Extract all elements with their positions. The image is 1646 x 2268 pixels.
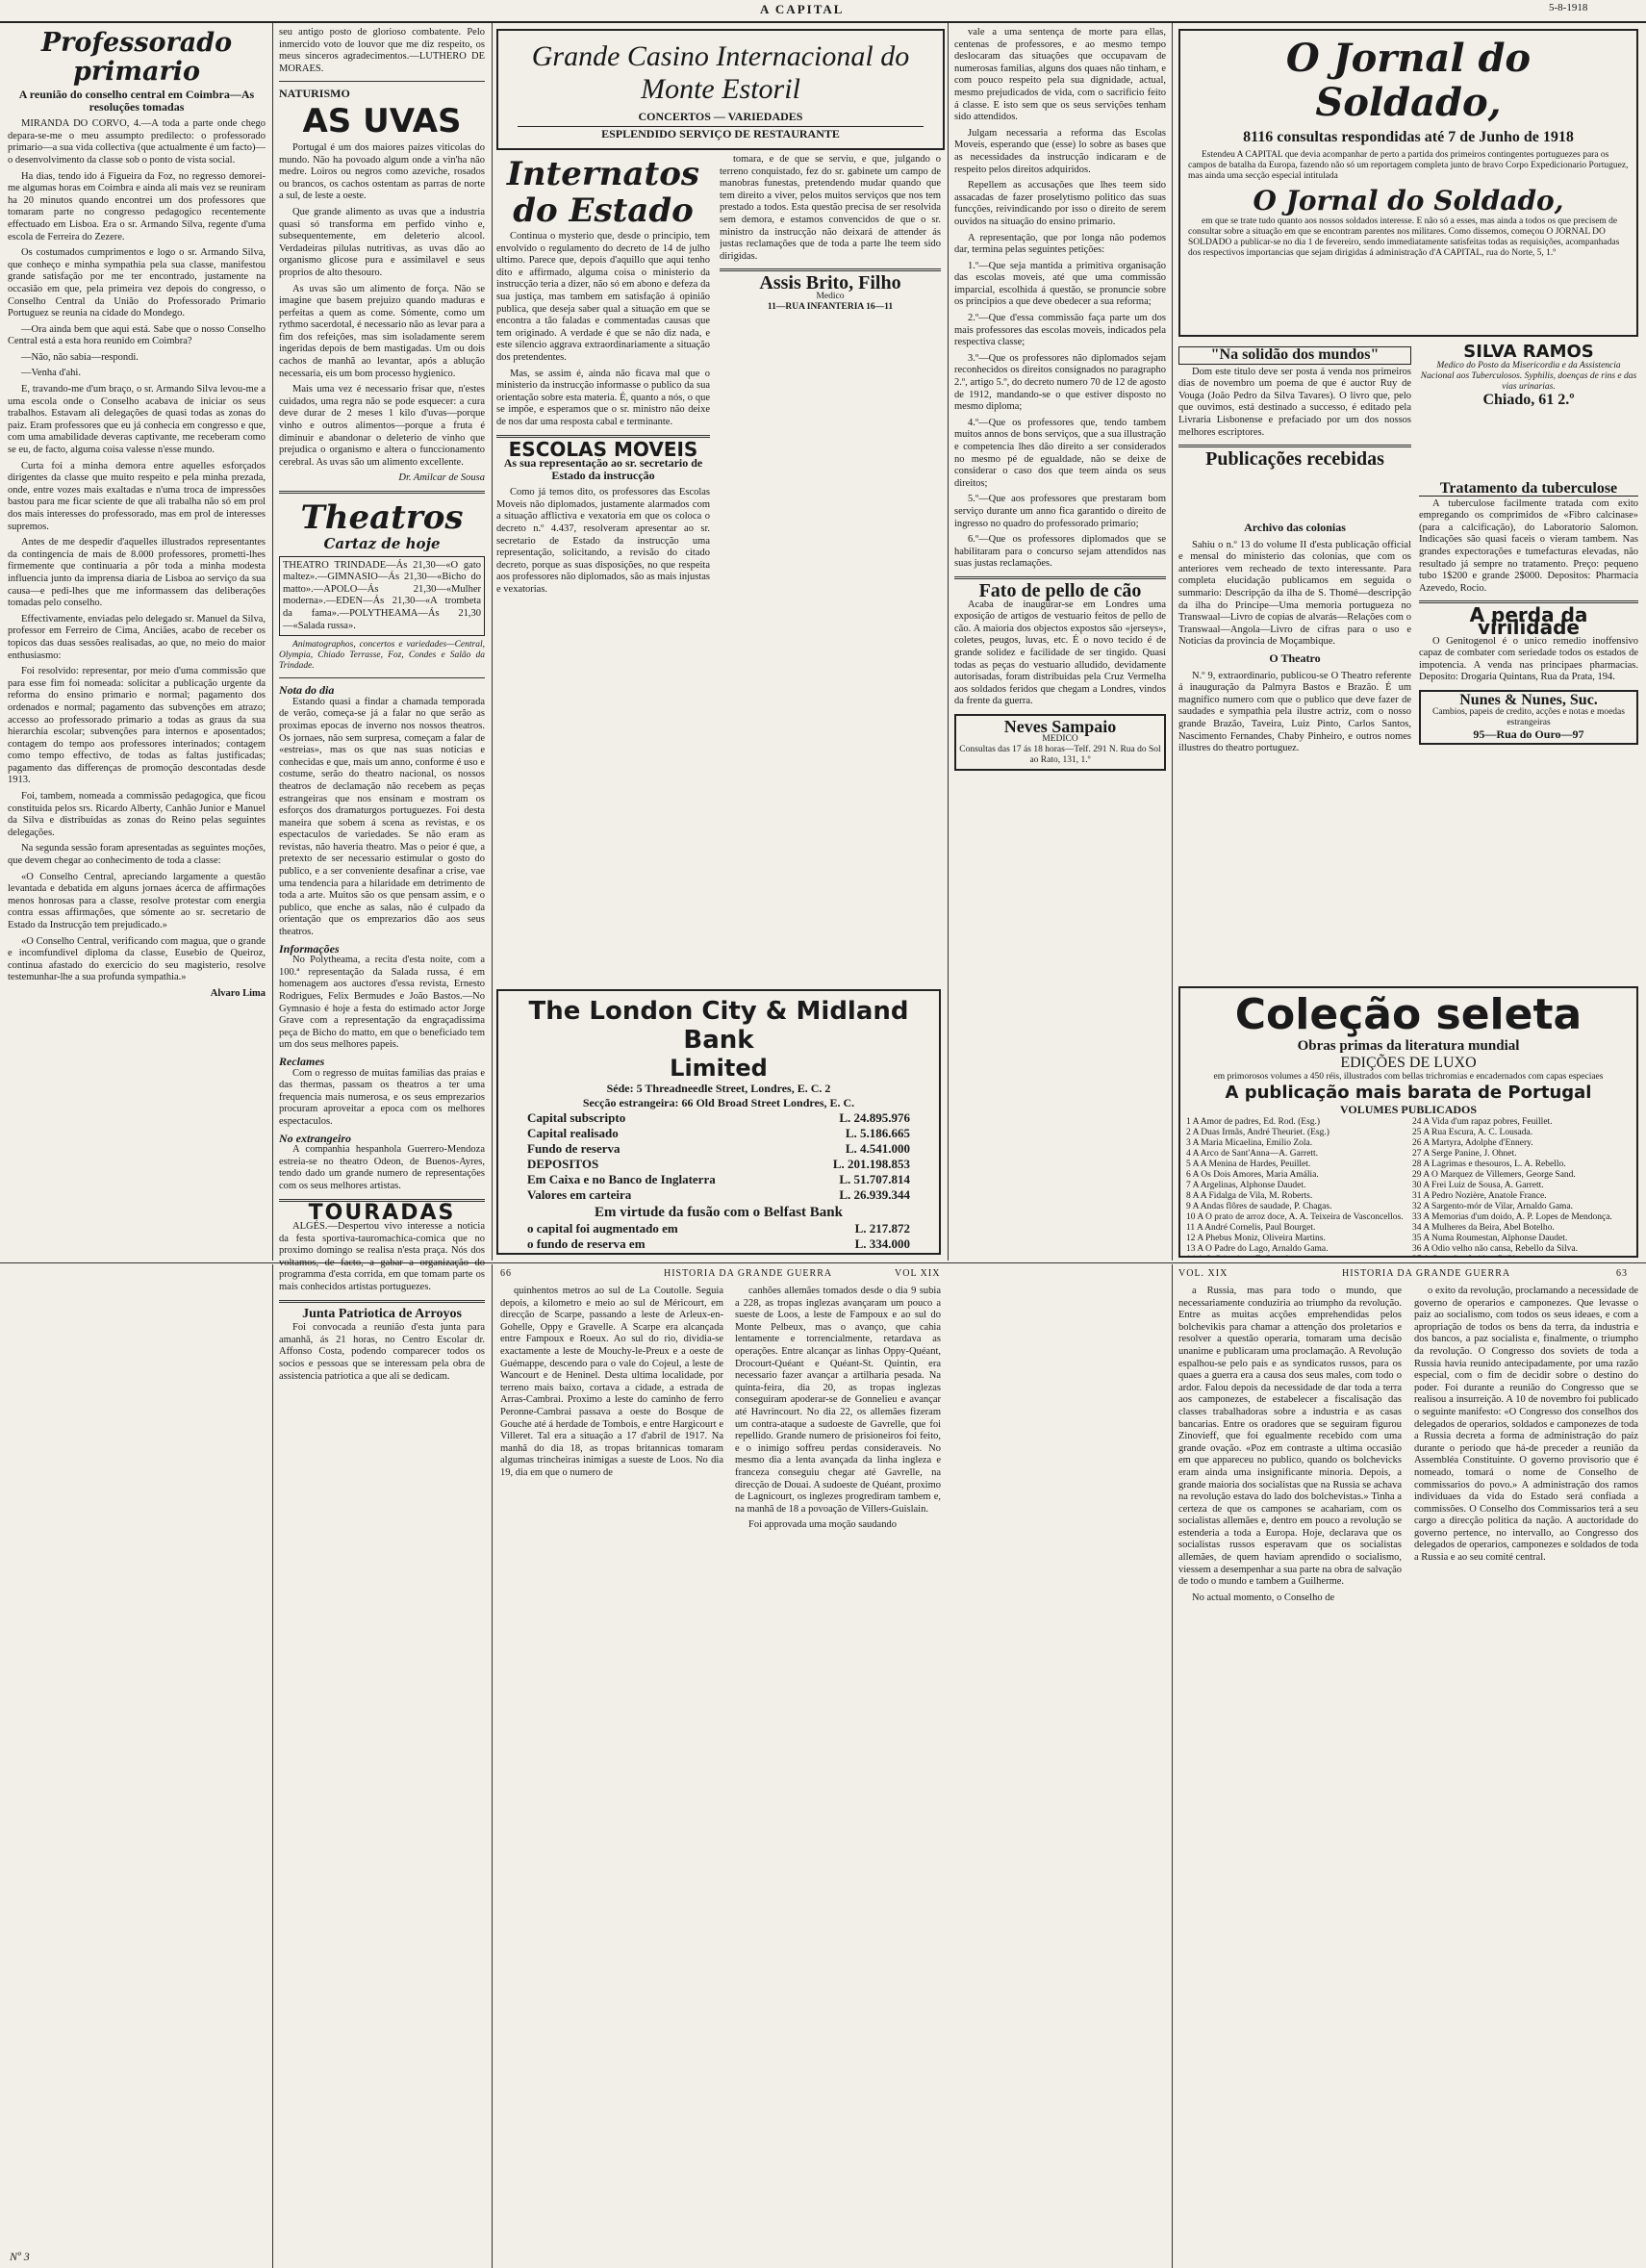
paragraph: «O Conselho Central, apreciando largamente a questão levantada e debatida em alguns jornaes ácerca de affirmações menos honrosas para a classe, resolve protestar com energia contra essas affirmações, que sómente ao sr. secretario de Estado da Instrucção tem prejudicado.» — [8, 871, 266, 930]
masthead-date: 5-8-1918 — [1549, 2, 1588, 13]
bank-row-label: DEPOSITOS — [527, 1157, 599, 1171]
paragraph: 1.º—Que seja mantida a primitiva organisação das escolas moveis, até que uma commissão imparcial, escolhida á questão, se pronuncie sobre os principios a que deve obedecer a sua reforma; — [954, 260, 1166, 308]
bank-fusao: Em virtude da fusão com o Belfast Bank — [595, 1205, 843, 1220]
colecao-item: 26 A Martyra, Adolphe d'Ennery. — [1412, 1138, 1533, 1148]
paragraph: A representação, que por longa não podemos dar, termina pelas seguintes petições: — [954, 232, 1166, 256]
paragraph: em que se trate tudo quanto aos nossos soldados interesse. E não só a esses, mas ainda a todos os que precisem de consultar sobre a situação em que se encontram parentes nos militares. Como dissemos, começou O JORNAL DO SOLDADO a publicar-se no dia 1 de fevereiro, sendo immediatamente satisfeitas todas as requisições, acompanhadas dos respectivos importancias que sejam dirigidas á administração d'A CAPITAL, rua do Norte, 5, 1.º — [1188, 217, 1620, 258]
paragraph: Que grande alimento as uvas que a industria quasi só transforma em perfido vinho e, subsequentemente, em deleterio alcool. Verdadeiras pilulas nutritivas, as uvas dão ao organismo glicose pura e assimilavel e seus proprios de alto thesouro. — [279, 206, 485, 278]
paragraph: a Russia, mas para todo o mundo, que necessariamente conduziria ao triumpho da revolução. Entre as muitas acções emprehendidas pelos bolchevikis para chamar a attenção dos proletarios e resolver a questão operaria, tomaram uma decisão unanime e publicaram uma proclamação. A Revolução espalhou-se pelo pais e as syndicatos russos, para os quaes a guerra era a causa dos seus males, com todo o ardor. Falou depois da necessidade de dar toda a terra aos camponezes, de estabelecer a fiscalisação das classes trabalhadoras sobre a industria e as casas bancarias. Entre os oradores que se seguiram figurou Zinovieff, que foi egualmente recebido com uma grande ovação. «Poz em contraste a ultima occasião em que appareceu no publico, quando os bolchevicks eram ainda uma insignificante minoria. Depois, a grande maioria dos socialistas que na Russia se achava na revolução estava do lado dos bolchevistas.» Tinha a certeza de que os campones se acahariam, com os socialistas allemães e, dentro em pouco a revolução se estenderia a toda a Europa. Hoje, declarava que os socialistas russos esperavam que os socialistas allemães, de quem haviam aprendido o socialismo, viessem a desempenhar a sua parte na obra de salvação de todo o mundo e tambem a Guilherme. — [1178, 1286, 1402, 1588]
bank-name: The London City & Midland Bank — [528, 997, 909, 1055]
paragraph: Acaba de inaugurar-se em Londres uma exposição de artigos de vestuario feitos de pello de cão. A maioria dos objectos expostos são «jerseys», coletes, peugos, luvas, etc. É o novo tecido é de grande solidez e facilidade de ser tingido. Quasi todas as peças do vestuario alludido, devidamente autorisadas, foram distribuidas pela Cruz Vermelha aos soldados feridos que chegam a Londres, vindos da frente da guerra. — [954, 599, 1166, 707]
paragraph: Curta foi a minha demora entre aquelles esforçados dirigentes da classe que muito respeito e pela minha prezada, onde, entre vozes mais exaltadas e n'uma troca de impressões bastou para me ficar sciente de que ali trabalha não só em prol dos mais interesses do professorado, mas em prol de interesses supremos. — [8, 460, 266, 532]
colecao-item: 28 A Lagrimas e thesouros, L. A. Rebello. — [1412, 1159, 1566, 1169]
volume-left: VOL XIX — [895, 1268, 941, 1279]
colecao-edicoes: EDIÇÕES DE LUXO — [1340, 1055, 1477, 1071]
casino-sub2: ESPLENDIDO SERVIÇO DE RESTAURANTE — [518, 126, 924, 141]
paragraph: Foi resolvido: representar, por meio d'uma commissão que para esse fim foi nomeada: solicitar a publicação urgente da reforma do ensino primario e normal; pagamento dos ordenados e normal; pagamento das subvenções em atrazo; accesso ao professorado primario a todas as graus da sua hierarchia escolar; subvenções para internos e aposentados; contagem do tempo aos professores interinados; contagem como tempo effectivo, de todas as faltas justificadas; pagamento das differenças de promoção descontadas desde 1913. — [8, 666, 266, 786]
jornal-line: 8116 consultas respondidas até 7 de Junho de 1918 — [1243, 129, 1574, 145]
jornal-title: O Jornal do Soldado, — [1285, 36, 1532, 125]
paragraph: vale a uma sentença de morte para ellas, centenas de professores, e ao mesmo tempo deslocaram das situações que occupavam de numerosas familias, alguns dos quaes não tinham, e com pouco respeito pela sua dignidade, actual, mesmo prejudicados de vida, com o sacrificio feito á classe. E isto sem que os seus servições tenham sido attendidos. — [954, 27, 1166, 123]
running-head-left: HISTORIA DA GRANDE GUERRA — [664, 1268, 833, 1279]
history-left-col-a — [500, 1286, 723, 2259]
paragraph: Sahiu o n.º 13 do volume II d'esta publicação official e mensal do ministerio das colonias, que com os anteriores vem recheado de texto interessante. Para completa elucidação publicamos em seguida o summario: Descripção da ilha de S. Thomé—descripção da ilha do Principe—Uma memoria portugueza no Transwaal—Livro de copias de alvarás—Relações com o Transwaal—Angola—Livro de cifras para o uso e Noticias da provincia de Moçambique. — [1178, 539, 1411, 648]
paragraph: Ha dias, tendo ido á Figueira da Foz, no regresso demorei-me algumas horas em Coimbra e ainda ali mais vez se reuniram ha 20 minutos quando encontrei um dos professores que tomaram parte no congresso pedagogico recentemente effectuado em Lisboa. Era o sr. Armando Silva, regente d'uma escola de Ferreira do Zezere. — [8, 170, 266, 242]
colecao-item: 2 A Duas Irmãs, André Theuriet. (Esg.) — [1186, 1128, 1329, 1137]
column-internatos-cont — [720, 154, 941, 981]
bank-fusao-figures — [498, 1221, 939, 1252]
paragraph: —Venha d'ahi. — [21, 368, 81, 379]
neves-name: Neves Sampaio — [1003, 716, 1117, 736]
tratamento-title: Tratamento da tuberculose — [1419, 483, 1638, 497]
colecao-item: 8 A A Fidalga de Vila, M. Roberts. — [1186, 1191, 1313, 1201]
history-left-col-b — [735, 1286, 941, 2259]
escolas-title: ESCOLAS MOVEIS — [508, 437, 698, 461]
paragraph: —Não, não sabia—respondi. — [21, 351, 139, 363]
colecao-item: 30 A Frei Luiz de Sousa, A. Garrett. — [1412, 1181, 1544, 1190]
colecao-item: 34 A Mulheres da Beira, Abel Botelho. — [1412, 1223, 1555, 1233]
paragraph: 2.º—Que d'essa commissão faça parte um dos mais professores das escolas moveis, indicados pela respectiva classe; — [954, 313, 1166, 348]
colecao-sub: Obras primas da literatura mundial — [1297, 1038, 1520, 1054]
bank-row-label: Em Caixa e no Banco de Inglaterra — [527, 1172, 716, 1186]
paragraph: MIRANDA DO CORVO, 4.—A toda a parte onde chego depara-se-me o meu assumpto predilecto: o professorado primario—a sua vida collectiva (que actualmente é um facto)—o desenvolvimento da classe sob o ponto de vista social. — [8, 118, 266, 166]
paragraph: Com o regresso de muitas familias das praias e das thermas, passam os theatros a ter uma frequencia mais numerosa, e os seus emprezarios procuram aproveitar a epoca com os melhores espectaculos. — [279, 1067, 485, 1127]
assis-name: Assis Brito, Filho — [759, 272, 901, 294]
bank-row-label: Capital realisado — [527, 1126, 619, 1140]
article-title: Professorado primario — [40, 28, 233, 87]
paragraph: Continua o mysterio que, desde o principio, tem envolvido o regulamento do decreto de 14 de julho ultimo. Parece que, depois d'aquillo que aqui tenho dito e affirmado, alguma coisa o ministerio da instrucção teria a dizer, não só em abono e defeza da sua justiça, mas tambem em satisfação á opinião publica, que deseja saber qual a situação em que se encontra a tão faladas e commentadas causas que tem originado. A verdade é que se não diz nada, e este silencio aggrava extraordinariamente a situação dos pretendentes. — [496, 231, 710, 363]
paragraph: Julgam necessaria a reforma das Escolas Moveis, esperando que (esse) lo sobre as bases que as necessidades da instrucção indicaram e de respeito pelos direitos adquiridos. — [954, 127, 1166, 175]
colecao-item: 27 A Serge Panine, J. Ohnet. — [1412, 1149, 1517, 1159]
nunes-text: Cambios, papeis de credito, acções e notas e moedas estrangeiras — [1432, 706, 1625, 727]
paragraph: N.º 9, extraordinario, publicou-se O Theatro referente á inauguração da Palmyra Bastos e Brazão. É um magnifico numero com que o publico que deve fazer de saudades e sympathia pela ilustre actriz, com o nosso grande Brazão, Taveira, Luiz Pinto, Carlos Santos, Nascimento Fernandes, Chaby Pinheiro, e outros nomes illustres do theatro portuguez. — [1178, 670, 1411, 754]
silva-title: SILVA RAMOS — [1463, 344, 1594, 362]
column-rule — [492, 1264, 493, 2268]
paragraph: o exito da revolução, proclamando a necessidade de governo de operarios e camponezes. Que levasse o paiz ao socialismo, com todos os seus ideaes, e com a apropriação de todos os bens da terra, da industria e dos bancos, a paz socialista e, finalmente, o triumpho da revolução. O Congresso dos soviets de toda a Russia havia reunido antecipadamente, por uma razão especial, com o fim de decidir sobre o destino do poder. Foi durante a reunião do Congresso que se realisou a insurreição. A 10 de novembro foi publicado o seguinte manifesto: «O Congresso dos conselhos dos delegados de operarios, soldados e camponezes de toda a Russia decreta a forma de administração do paiz durante o periodo que há-de preceder a reunião da Assembléa Constituinte. O governo provisorio que é nomeado, tomará o nome de Conselho de commissarios do povo.» A administração dos ramos individuaes da vida do Estado será confiada a commissões. O Conselho dos Commissarios terá a seu cargo a direcção politica da nação. A auctoridade do governo pertence, no intervallo, ao Congresso dos delegados de operarios, camponezes e soldados de toda a Russia e ao seu comité central. — [1414, 1286, 1638, 1564]
bank-row-label: Fundo de reserva — [527, 1141, 620, 1156]
bank-row — [498, 1126, 939, 1141]
running-head-right: HISTORIA DA GRANDE GUERRA — [1342, 1268, 1511, 1279]
silva-text: Medico do Posto da Misericordia e da Assistencia Nacional aos Tuberculosos. Syphilis, doenças de rins e das vias urinarias. — [1420, 360, 1637, 392]
jornal-title-2: O Jornal do Soldado, — [1253, 185, 1564, 217]
history-right-col-a — [1178, 1286, 1402, 2259]
paragraph: 5.º—Que aos professores que prestaram bom serviço durante um anno fica garantido o direito de ingresso no quadro do professorado primario; — [954, 494, 1166, 529]
nunes-address: 95—Rua do Ouro—97 — [1473, 726, 1584, 741]
paragraph: Na segunda sessão foram apresentadas as seguintes moções, que devem chegar ao conhecimento de toda a classe: — [8, 843, 266, 867]
theatres-listing: THEATRO TRINDADE—Ás 21,30—«O gato maltez».—GIMNASIO—Ás 21,30—«Bicho do matto».—APOLO—Ás 21,30—«Mulher moderna».—EDEN—Ás 21,30—«A trombeta da fama».—POLYTHEAMA—Ás 21,30—«Salada russa». — [279, 556, 485, 637]
paragraph: Mais uma vez é necessario frisar que, n'estes cuidados, uma regra não se pode esquecer: a cura deve durar de 2 meses 1 kilo d'uvas—porque vinho e outros alimentos—porque a fruta é diminuir e abandonar o deleterio de vinho que prejudica o organismo e altera o funccionamento cerebral. As uvas são um alimento excellente. — [279, 384, 485, 468]
paragraph: Foi approvada uma moção saudando — [748, 1519, 897, 1531]
masthead-title: A CAPITAL — [760, 2, 845, 16]
colecao-pub: A publicação mais barata de Portugal — [1225, 1083, 1592, 1103]
junta-title: Junta Patriotica de Arroyos — [302, 1306, 462, 1321]
paragraph: E, travando-me d'um braço, o sr. Armando Silva levou-me a uma escola onde o Conselho acabava de iniciar os seus trabalhos. Estavam ali delegações de quasi todas as zonas do paiz. Eram professores que eu já conhecia em congresso e que, com uma amabilidade deveras captivante, me receberam como se eu, de facto, alguma coisa valesse n'esse mundo. — [8, 384, 266, 456]
paragraph: Dom este titulo deve ser posta á venda nos primeiros dias de novembro um poema de que é auctor Ruy de Vouga (João Pedro da Silva Tavares). O livro que, pelo que ouvimos, está destinado a successo, é editado pela Livraria Lisbonense e prefaciado por um dos nossos melhores escriptores. — [1178, 366, 1411, 438]
assis-address: 11—RUA INFANTERIA 16—11 — [767, 301, 894, 312]
bank-secao: Secção estrangeira: 66 Old Broad Street Londres, E. C. — [582, 1096, 855, 1109]
bank-row-value: L. 24.895.976 — [839, 1110, 910, 1125]
bank-row — [498, 1236, 939, 1252]
colecao-item: 33 A Memorias d'um doido, A. P. Lopes de Mendonça. — [1412, 1212, 1612, 1222]
assis-role: Medico — [816, 291, 845, 301]
theatres-subtitle: Cartaz de hoje — [323, 535, 441, 552]
colecao-item: 35 A Numa Roumestan, Alphonse Daudet. — [1412, 1234, 1568, 1243]
paragraph: «O Conselho Central, verificando com magua, que o grande e incomfundivel diploma da classe, Eusebio de Queiroz, continua afastado do exercicio do seu magisterio, resolve testemunhar-lhe a sua profunda sympathia.» — [8, 935, 266, 983]
column-naturismo — [279, 27, 485, 2259]
bank-row — [498, 1221, 939, 1236]
column-rule — [948, 23, 949, 1261]
column-rule — [492, 23, 493, 1261]
history-right-col-b — [1414, 1286, 1638, 2259]
bank-row-value: L. 4.541.000 — [845, 1141, 910, 1156]
colecao-item: 13 A O Padre do Lago, Arnaldo Gama. — [1186, 1244, 1329, 1254]
masthead — [0, 0, 1646, 23]
colecao-item: 9 A Andas flôres de saudade, P. Chagas. — [1186, 1202, 1332, 1211]
paragraph: Os costumados cumprimentos e logo o sr. Armando Silva, que conheço e minha sympathia pela sua classe, manifestou grande satisfação por me ter encontrado, justamente na occasião em que, pela primeira vez depois do congresso, o Conselho Central da União do Professorado Primario Portuguez se reunia na cidade do Mondego. — [8, 247, 266, 319]
colecao-seleta-ad — [1178, 986, 1638, 1258]
colecao-item — [1412, 1255, 1631, 1258]
colecao-item: 11 A André Cornelis, Paul Bourget. — [1186, 1223, 1316, 1233]
bottom-mark: Nº 3 — [10, 2250, 30, 2263]
colecao-item: 12 A Phebus Moniz, Oliveira Martins. — [1186, 1234, 1326, 1243]
bank-row-value: L. 201.198.853 — [832, 1157, 910, 1171]
silva-address: Chiado, 61 2.º — [1482, 391, 1575, 408]
paragraph: —Ora ainda bem que aqui está. Sabe que o nosso Conselho Central está a esta hora reunido em Coimbra? — [8, 323, 266, 347]
article-title: AS UVAS — [302, 101, 462, 140]
colecao-desc: em primorosos volumes a 450 réis, illustrados com bellas trichromias e encadernados com capas especiaes — [1213, 1072, 1604, 1082]
signature: Alvaro Lima — [210, 987, 266, 999]
signature: Dr. Amilcar de Sousa — [398, 472, 485, 484]
colecao-item: 36 A Odio velho não cansa, Rebello da Silva. — [1412, 1244, 1579, 1254]
jornal-soldado-ad — [1178, 29, 1638, 337]
bank-row-value: L. 334.000 — [854, 1236, 910, 1251]
bank-row-label: o capital foi augmentado em — [527, 1221, 678, 1236]
paragraph: 6.º—Que os professores diplomados que se habilitaram para o concurso sejam attendidos nas suas justas reclamações. — [954, 534, 1166, 570]
paragraph: Portugal é um dos maiores paizes viticolas do mundo. Não ha povoado algum onde a vin'ha não medre. Loiros ou negros como azeviche, rosados ou brancos, os cachos ostentam as parras de norte a sul, de leste a oeste. — [279, 141, 485, 202]
bank-row-label: o fundo de reserva em — [527, 1236, 646, 1251]
virilidade-title: A perda da virilidade — [1469, 603, 1588, 639]
nunes-ad — [1419, 690, 1638, 745]
page-number-right: 63 — [1616, 1268, 1628, 1279]
paragraph: As uvas são um alimento de força. Não se imagine que basem prejuizo quando maduras e perfeitas a quem as come. Sómente, como um rythmo sacerdotal, é necessario não as levar para a fim dos refeições, mas sim isoladamente serem ingeridas depois de bem mastigadas. Um ou dois cachos de manhã ao levantar, após a ablução necessaria, eis um bom processo hygienico. — [279, 283, 485, 379]
bank-row — [498, 1157, 939, 1172]
article-subtitle: A reunião do conselho central em Coimbra—As resoluções tomadas — [18, 88, 255, 114]
paragraph: Foi, tambem, nomeada a commissão pedagogica, que ficou constituida pelos srs. Ricardo Alberty, Canhão Junior e Manuel da Silva e distribuidas as zonas do Reino pelas seguintes delegações. — [8, 791, 266, 838]
bank-sede: Séde: 5 Threadneedle Street, Londres, E. C. 2 — [606, 1082, 831, 1095]
paragraph: canhões allemães tomados desde o dia 9 subia a 228, as tropas inglezas avançaram um pouco a sueste de Loos, a leste de Fampoux e ao sul do Monte Pelbeux, mas o avanço, que cahia lentamente e torrencialmente, retardava as operações. Entre alcançar as linhas Oppy-Quéant, Drocourt-Quéant e Quéant-St. Quintin, era necessario fazer avançar a artilharia pesada. Na quinta-feira, dia 20, as tropas inglezas conseguiram apoderar-se de Gonnelieu e avançar até Havrincourt. No dia 22, os allemães fizeram um contra-ataque a sudoeste de Gavrelle, que foi repellido. Grande numero de prisioneiros foi feito, e o inimigo soffreu perdas consideraveis. No mesmo dia a lenta avançada da linha ingleza e franceza conseguiu chegar até Gavrelle, na direcção de Douai. A sudoeste de Quéant, proximo de Lagnicourt, os inglezes progrediram tambem e, na manhã de 18 a povoação de Villers-Guislain. — [735, 1286, 941, 1515]
colecao-volumes: VOLUMES PUBLICADOS — [1339, 1103, 1478, 1116]
paragraph: quinhentos metros ao sul de La Coutolle. Seguia depois, a kilometro e meio ao sul de Méricourt, em direcção de Scarpe, passando a leste de Arleux-en-Gohelle, Oppy e Gravelle. A Scarpe era alcançada entre Fampoux e Roeux. Ao sul do rio, dividia-se exactamente a leste de Mouchy-le-Preux e a oeste de Guémappe, descendo para o vale do Cojeul, a leste de Wancourt e de Heninel. Desta ultima localidade, por terreno mais baixo, cortava a cidade, a estrada de Arras-Cambrai. Proximo a leste do caminho de ferro Peronne-Cambrai passava a oeste do Bosque de Gouche até á herdade de Tombois, e entre Hargicourt e Villeret. Tal era a situação a 17 d'abril de 1917. Na manhã do dia 18, as tropas britannicas tomaram algumas trincheiras inimigas a sueste de Loos. No dia 19, dia em que o numero de — [500, 1286, 723, 1478]
info-title: Informações — [279, 941, 340, 956]
colecao-item: 4 A Arco de Sant'Anna—A. Garrett. — [1186, 1149, 1319, 1159]
casino-ad — [496, 29, 945, 150]
paragraph: Estando quasi a findar a chamada temporada de verão, começa-se já a falar no que serão as proximas epocas de inverno nos nossos theatros. Os jornaes, não sem surpresa, começam a falar de «estreias», mas os que nas suas noticias e conhecidas e que, mais um anno, conforme é uso e costume, serão do theatro nacional, os nossos theatros de declamação não recebem as peças estrangeiras que nos ensinam e mostram os esforços dos dramaturgos portuguezes. Foi desta maneira que sobem á scena as revistas, e os espectaculos de variedades. Se não eram as revistas, não haveria theatro. Mas o peior é que, a pretexto de ser necessario estimular o gosto do publico, e a ser conveniente desafinar a crise, vae uma tendencia para a hilaridade em detrimento de toda a arte. Muitos são os que pensam assim, e o publico, que enche as salas, não é culpado da orientação que os emprezarios dão aos seus theatros. — [279, 696, 485, 938]
paragraph: 3.º—Que os professores não diplomados sejam reconhecidos os direitos consignados no paragrapho 2.º, artigo 5.º, do decreto numero 70 de 12 de agosto de 1912, mandando-se o que estiver disposto no mesmo diploma; — [954, 352, 1166, 413]
paragraph: 4.º—Que os professores que, tendo tambem muitos annos de bons serviços, que a sua illustração e competencia lhes dão direito a ser considerados no mesmo pé de egualdade, não se deixe de considerar o caso dos que teem ainda os seus direitos; — [954, 417, 1166, 489]
escolas-subtitle: As sua representação ao sr. secretario de Estado da instrucção — [503, 456, 703, 482]
paragraph: A tuberculose facilmente tratada com exito empregando os comprimidos de «Fibro calcinase» (para a calcificação), do Laboratorio Salomon. Indicações são quasi faceis o vieram tambem. Nas grandes expectorações e tumefacturas elevadas, não resultado já sempre no tratamento. Preço: pequeno tubo 1$200 e grande 2$000. Depositos: Pharmacia Azevedo, Rocio. — [1419, 497, 1638, 594]
neves-ad — [954, 714, 1166, 772]
paragraph: No actual momento, o Conselho de — [1192, 1592, 1335, 1603]
theatro-title: O Theatro — [1269, 650, 1321, 665]
neves-text: Consultas das 17 ás 18 horas—Telf. 291 N. Rua do Sol ao Rato, 131, 1.º — [959, 745, 1161, 766]
colecao-item: 24 A Vida d'um rapaz pobres, Feuillet. — [1412, 1117, 1553, 1127]
paragraph: Mas, se assim é, ainda não ficava mal que o ministerio da instrucção informasse o publico da sua orientação sobre esta materia. É, quanto a nós, o que se impõe, e esperamos que o sr. ministro não deixe de nos dar uma resposta cabal e terminante. — [496, 368, 710, 427]
paragraph: No Polytheama, a recita d'esta noite, com a 100.ª representação da Salada russa, é em homenagem aos auctores d'essa revista, Ernesto Rodrigues, Felix Bermudes e João Bastos.—No Gymnasio é hoje a festa do estimado actor Jorge Grave com a representação da engraçadissima peça de Bicho do matto, em que o beneficiado tem um dos seus melhores papeis. — [279, 955, 485, 1051]
paragraph: Effectivamente, enviadas pelo delegado sr. Manuel da Silva, professor em Ferreiro de Cima, Anciães, acabo de receber os topicos das duas sessões realisadas, ao que, no meio do maior enthusiasmo: — [8, 613, 266, 661]
bank-figures — [498, 1110, 939, 1203]
bank-limited: Limited — [670, 1055, 768, 1082]
column-professorado — [8, 27, 266, 2259]
colecao-item: 10 A O prato de arroz doce, A. A. Teixeira de Vasconcellos. — [1186, 1212, 1404, 1222]
publicacoes-title: Publicações recebidas — [1205, 448, 1384, 471]
theatres-note: Animatographos, concertos e variedades—Central, Olympia, Chiado Terrasse, Foz, Condes e Salão da Trindade. — [279, 640, 485, 672]
nota-title: Nota do dia — [279, 683, 335, 698]
page-number-left: 66 — [500, 1268, 512, 1279]
bank-row-value: L. 5.186.665 — [845, 1126, 910, 1140]
paragraph: A companhia hespanhola Guerrero-Mendoza estreia-se no theatro Odeon, de Buenos-Ayres, tendo dado um grande numero de representações com os seus melhores artistas. — [279, 1144, 485, 1191]
solidao-title: "Na solidão dos mundos" — [1178, 346, 1411, 365]
paragraph: Estendeu A CAPITAL que devia acompanhar de perto a partida dos primeiros contingentes portuguezes para os campos de batalha da Europa, fazendo não só um reportagem completa junto de bravo Corpo Expedicionario Portuguez, mas ainda uma secção especial intitulada — [1188, 150, 1629, 181]
article-title: Internatos do Estado — [506, 155, 700, 230]
nunes-title: Nunes & Nunes, Suc. — [1459, 691, 1598, 708]
column-escolas-cont — [954, 27, 1166, 1259]
theatres-title: Theatros — [300, 498, 464, 537]
bank-row — [498, 1141, 939, 1157]
section-label: NATURISMO — [279, 87, 350, 101]
estrangeiro-title: No extrangeiro — [279, 1131, 351, 1145]
colecao-item — [1186, 1255, 1405, 1258]
paragraph: O Genitogenol é o unico remedio inoffensivo capaz de combater com seriedade todos os estados de impotencia. A venda nas principaes pharmacias. Deposito: Drogaria Quintans, Rua da Prata, 194. — [1419, 635, 1638, 683]
bank-row-label: Valores em carteira — [527, 1187, 632, 1202]
casino-sub: CONCERTOS — VARIEDADES — [638, 110, 803, 123]
bank-row — [498, 1110, 939, 1126]
bank-row-value: L. 26.939.344 — [839, 1187, 910, 1202]
colecao-list-left — [1186, 1117, 1405, 1258]
neves-role: MEDICO — [1042, 734, 1078, 745]
column-internatos — [496, 154, 710, 981]
column-rule — [1172, 1264, 1173, 2268]
bank-row — [498, 1172, 939, 1187]
bank-ad — [496, 989, 941, 1255]
column-rule — [1172, 23, 1173, 1261]
reclames-title: Reclames — [279, 1054, 325, 1068]
colecao-item: 32 A Sargento-mór de Vilar, Arnaldo Gama. — [1412, 1202, 1574, 1211]
column-rule — [272, 1264, 273, 2268]
colecao-item: 6 A Os Dois Amores, Maria Amália. — [1186, 1170, 1319, 1180]
paragraph: tomara, e de que se serviu, e que, julgando o terreno conquistado, fez do sr. gabinete um campo de manobras funestas, pretendendo mudar quando que tem direito a viver, pelos muitos serviços que nos tem prestado a todos. Esta questão precisa de ser resolvida sem demora, e estamos convencidos de que o sr. ministro da instrucção não deixará de attender ás justas reclamações que de toda a parte lhe teem sido dirigidas. — [720, 154, 941, 262]
archivo-title: Archivo das colonias — [1244, 521, 1346, 534]
colecao-title: Coleção seleta — [1234, 990, 1583, 1039]
touradas-title: TOURADAS — [308, 1200, 456, 1225]
casino-title: Grande Casino Internacional do Monte Estoril — [531, 40, 910, 105]
colecao-item: 29 A O Marquez de Villemers, George Sand. — [1412, 1170, 1576, 1180]
colecao-item: 1 A Amor de padres, Ed. Rod. (Esg.) — [1186, 1117, 1321, 1127]
colecao-item: 3 A Maria Micaelina, Emilio Zola. — [1186, 1138, 1313, 1148]
bank-message — [498, 1252, 939, 1255]
colecao-item: 5 A A Menina de Hardes, Peuillet. — [1186, 1159, 1311, 1169]
column-rule — [272, 23, 273, 1261]
bank-row-value: L. 51.707.814 — [839, 1172, 910, 1186]
paragraph: Repellem as accusações que lhes teem sido assacadas de fazer proselytismo politico das suas funcções, reivindicando por isso o direito de serem ouvidos na situação do ensino primario. — [954, 180, 1166, 227]
colecao-item: 31 A Pedro Nozière, Anatole France. — [1412, 1191, 1547, 1201]
colecao-list-right — [1412, 1117, 1631, 1258]
paragraph: ALGÉS.—Despertou vivo interesse a noticia da festa sportiva-tauromachica-comica que no proximo domingo se realisa n'esta praça. Nós dos voltamos, de facto, a gabar a organização do programma d'esta corrida, em que tomam parte os mais conhecidos artistas portuguezes. — [279, 1221, 485, 1293]
bank-row — [498, 1187, 939, 1203]
bank-row-value: L. 217.872 — [854, 1221, 910, 1236]
fato-title: Fato de pello de cão — [978, 579, 1142, 601]
colecao-item: 7 A Argelinas, Alphonse Daudet. — [1186, 1181, 1306, 1190]
paragraph: seu antigo posto de glorioso combatente. Pelo inmercido voto de louvor que me diz respeito, os meus sinceros agradecimentos.—LUTHERO DE MORAES. — [279, 27, 485, 74]
colecao-lists — [1186, 1117, 1631, 1258]
volume-right: VOL. XIX — [1178, 1268, 1228, 1279]
paragraph: Antes de me despedir d'aquelles illustrados representantes da contingencia de mais de 8.000 professores, prometti-lhes firmemente que continuaria a pôr toda a minha modesta influencia junto da imprensa diaria de Lisboa ao serviço da sua causa—e pedi-lhes que me informassem das deliberações tomadas pelo conselho. — [8, 537, 266, 609]
paragraph: Como já temos dito, os professores das Escolas Moveis não diplomados, justamente alarmados com a situação afflictiva e vexatoria em que os coloca o decreto n.º 4.437, resolveram apresentar ao sr. secretario de Estado da instrucção uma representação, solicitando, a revisão do citado decreto, porque as suas disposições, no que respeita aos professores não diplomados, são as mais injustas e vexatorias. — [496, 487, 710, 596]
colecao-item: 25 A Rua Escura, A. C. Lousada. — [1412, 1128, 1533, 1137]
silva-ramos-ad — [1419, 344, 1638, 479]
bank-row-label: Capital subscripto — [527, 1110, 626, 1125]
paragraph: Foi convocada a reunião d'esta junta para amanhã, ás 21 horas, no Centro Escolar dr. Affonso Costa, podendo comparecer todos os socios e pessoas que se interessam pela obra de assistencia patriotica a que ali se dedicam. — [279, 1322, 485, 1382]
